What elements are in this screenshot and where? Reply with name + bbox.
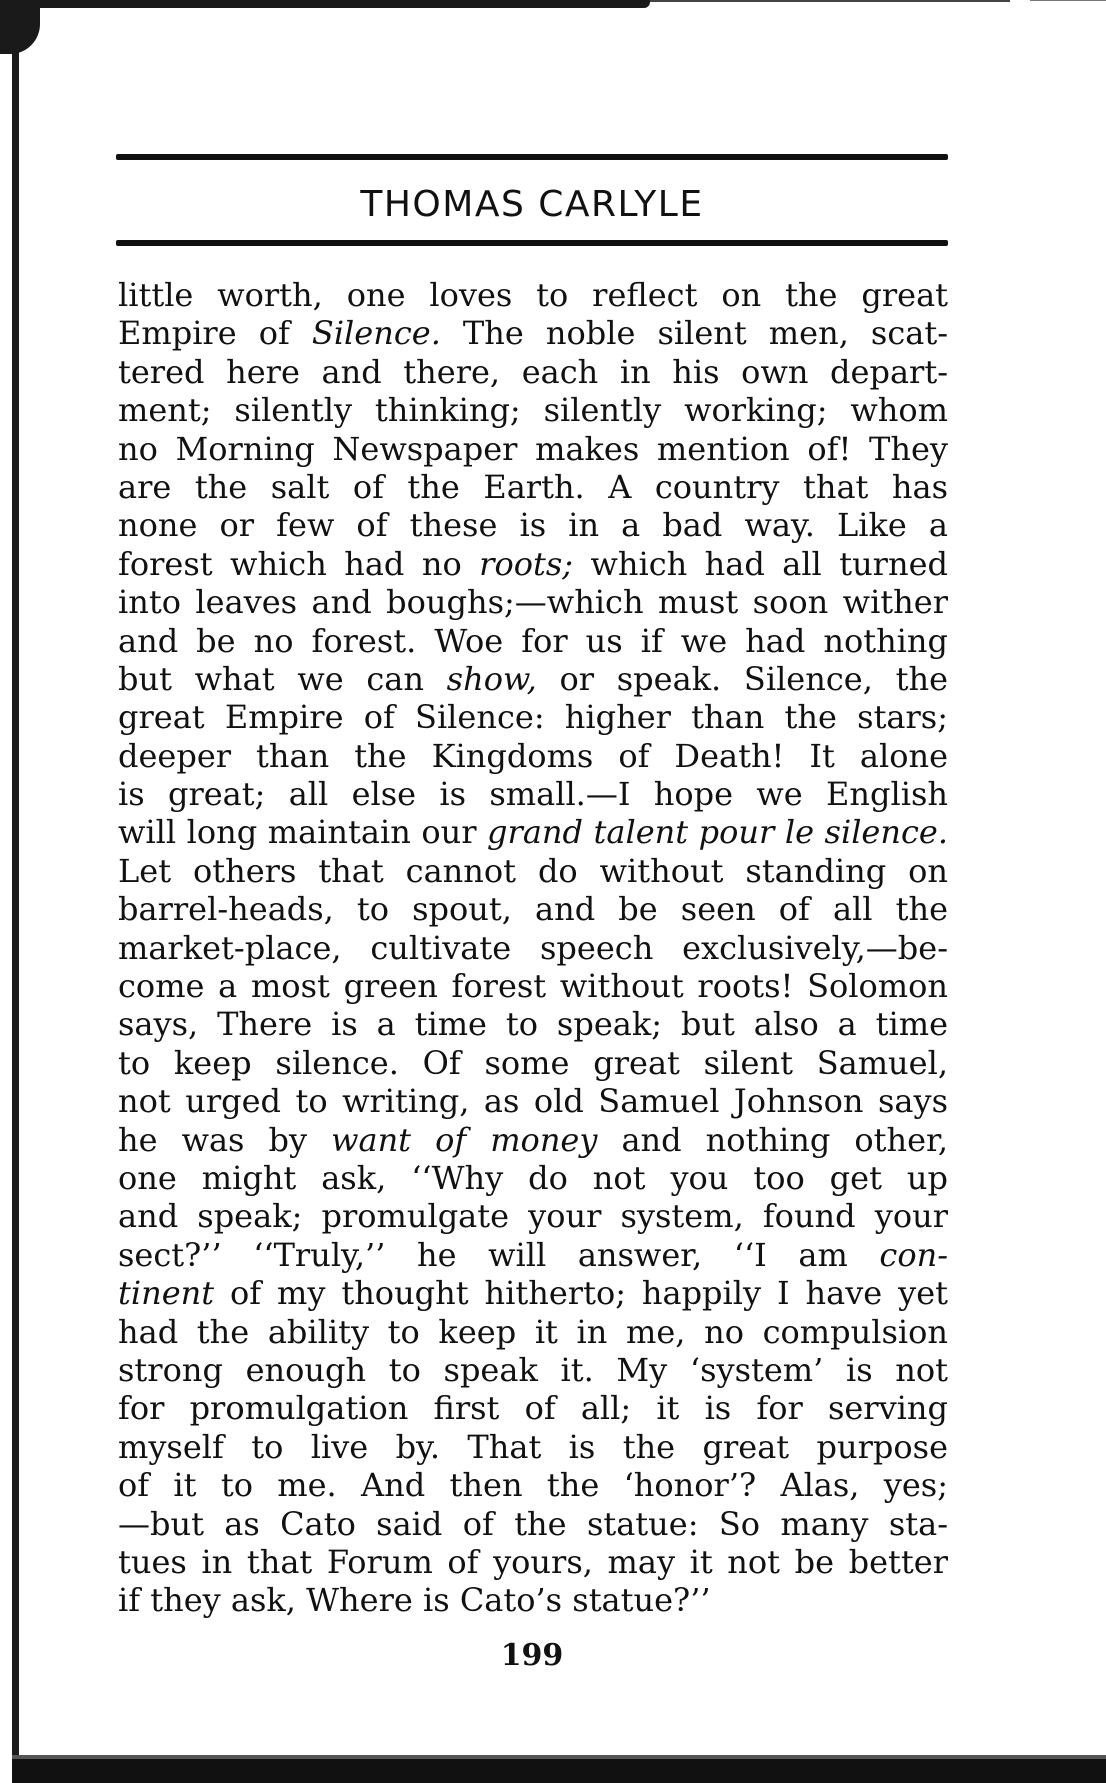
italic-text-run: show, [446, 659, 537, 698]
text-run: and nothing other, [597, 1120, 948, 1159]
text-run: if they ask, Where is Cato’s statue?’’ [118, 1581, 711, 1620]
text-line [118, 391, 948, 429]
text-run: had the ability to keep it in me, no compulsion [118, 1312, 948, 1351]
text-run: says, There is a time to speak; but also a time [118, 1005, 948, 1044]
body-text [118, 276, 948, 1620]
text-line [118, 1197, 948, 1235]
text-line [118, 1005, 948, 1043]
text-run: of my thought hitherto; happily I have yet [214, 1274, 948, 1313]
text-run: strong enough to speak it. My ‘system’ is not [118, 1350, 948, 1389]
page-corner-top-left [0, 0, 40, 54]
text-run: myself to live by. That is the great purpose [118, 1427, 948, 1466]
italic-text-run: roots; [479, 544, 574, 583]
text-run: ment; silently thinking; silently working; whom [118, 391, 948, 430]
text-run: Empire of [118, 314, 312, 353]
text-run: and be no forest. Woe for us if we had nothing [118, 621, 948, 660]
text-line [118, 314, 948, 352]
text-line [118, 276, 948, 314]
text-line [118, 1274, 948, 1312]
text-run: but what we can [118, 659, 447, 698]
text-line [118, 929, 948, 967]
text-run: into leaves and boughs;—which must soon wither [118, 583, 948, 622]
text-line [118, 890, 948, 928]
italic-text-run: con- [879, 1235, 948, 1274]
text-line [118, 1121, 948, 1159]
page-edge-top-thin [650, 0, 1010, 2]
text-line [118, 813, 948, 851]
text-line [118, 583, 948, 621]
text-line [118, 506, 948, 544]
text-run: tues in that Forum of yours, may it not be better [118, 1542, 948, 1581]
text-run: sect?’’ ‘‘Truly,’’ he will answer, ‘‘I am [118, 1235, 880, 1274]
text-run: will long maintain our [118, 813, 488, 852]
text-run: to keep silence. Of some great silent Samuel, [118, 1043, 948, 1082]
text-line [118, 1044, 948, 1082]
text-line [118, 1159, 948, 1197]
text-line [118, 698, 948, 736]
text-line [118, 1428, 948, 1466]
running-title: THOMAS CARLYLE [360, 184, 704, 225]
text-run: and speak; promulgate your system, found your [118, 1197, 948, 1236]
text-run: deeper than the Kingdoms of Death! It alone [118, 736, 948, 775]
text-line [118, 1466, 948, 1504]
text-line [118, 1351, 948, 1389]
italic-text-run: Silence. [311, 314, 441, 353]
text-line [118, 622, 948, 660]
text-line [118, 737, 948, 775]
text-run: or speak. Silence, the [536, 659, 948, 698]
italic-text-run: want of money [331, 1120, 598, 1159]
text-line [118, 660, 948, 698]
text-run: for promulgation first of all; it is for serving [118, 1389, 948, 1428]
text-run: —but as Cato said of the statue: So many sta- [118, 1504, 948, 1543]
text-line [118, 1313, 948, 1351]
text-run: none or few of these is in a bad way. Like a [118, 506, 948, 545]
text-run: not urged to writing, as old Samuel Johnson says [118, 1082, 948, 1121]
text-line [118, 1505, 948, 1543]
text-line [118, 1082, 948, 1120]
text-line [118, 430, 948, 468]
text-run: are the salt of the Earth. A country that has [118, 467, 948, 506]
text-run: Let others that cannot do without standing on [118, 851, 948, 890]
page-edge-top-right [1030, 0, 1106, 1]
text-line [118, 1389, 948, 1427]
text-line [118, 852, 948, 890]
text-line [118, 468, 948, 506]
header-rule-top [116, 154, 948, 160]
text-run: of it to me. And then the ‘honor’? Alas, yes; [118, 1466, 948, 1505]
text-run: little worth, one loves to reflect on the great [118, 276, 948, 314]
italic-text-run: grand talent pour le silence. [487, 813, 948, 852]
text-run: no Morning Newspaper makes mention of! They [118, 429, 948, 468]
text-run: The noble silent men, scat- [440, 314, 948, 353]
text-run: tered here and there, each in his own depart- [118, 352, 948, 391]
text-run: is great; all else is small.—I hope we English [118, 775, 948, 814]
text-line [118, 775, 948, 813]
header-rule-bottom [116, 240, 948, 246]
page-edge-top [0, 0, 650, 8]
text-run: he was by [118, 1120, 332, 1159]
text-run: barrel-heads, to spout, and be seen of all the [118, 890, 948, 929]
text-line [118, 967, 948, 1005]
text-line [118, 545, 948, 583]
text-run: market-place, cultivate speech exclusively,—be- [118, 928, 948, 967]
text-run: come a most green forest without roots! Solomon [118, 967, 948, 1006]
page-number: 199 [500, 1638, 564, 1673]
text-run: great Empire of Silence: higher than the stars; [118, 698, 948, 737]
text-run: forest which had no [118, 544, 480, 583]
page-edge-left [12, 40, 19, 1783]
text-line [118, 1581, 948, 1619]
italic-text-run: tinent [118, 1274, 215, 1313]
page-edge-bottom [12, 1759, 1106, 1783]
text-run: one might ask, ‘‘Why do not you too get up [118, 1158, 948, 1197]
text-line [118, 353, 948, 391]
text-line [118, 1543, 948, 1581]
text-run: which had all turned [573, 544, 948, 583]
text-line [118, 1236, 948, 1274]
